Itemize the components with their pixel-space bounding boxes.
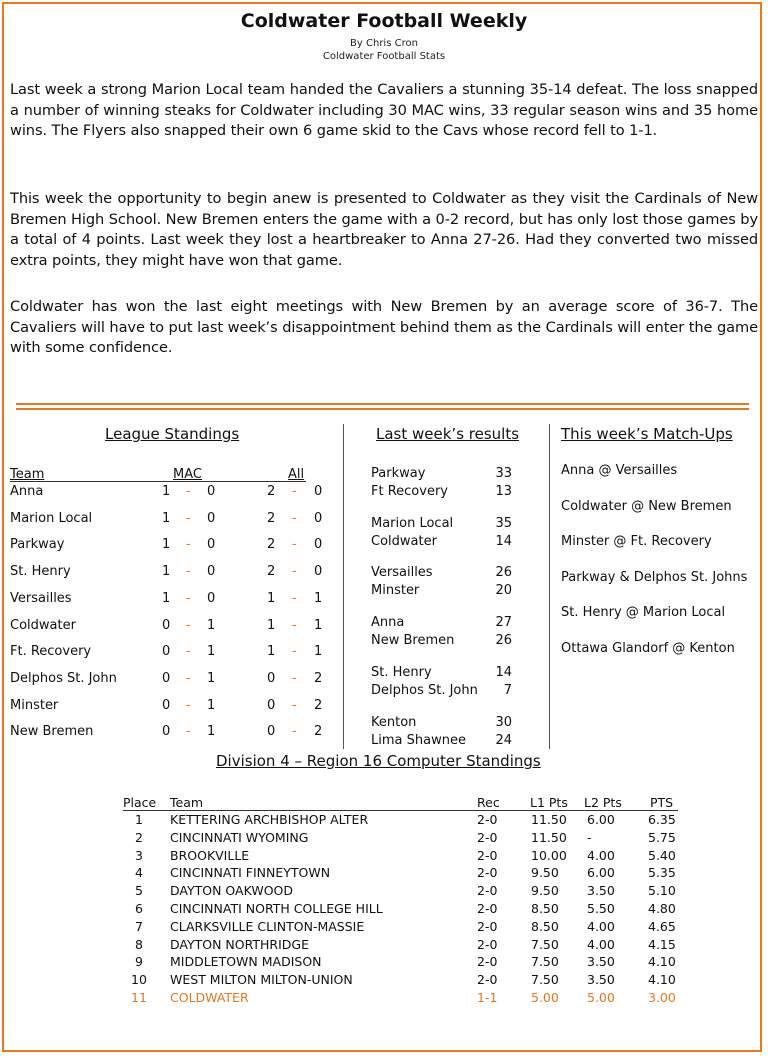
standings-team: Coldwater [10, 617, 76, 633]
computer-place: 10 [131, 972, 147, 988]
computer-l2-points: - [587, 829, 592, 845]
standings-mac-dash: - [186, 644, 191, 660]
computer-record: 2-0 [477, 936, 498, 952]
standings-all-wins: 2 [267, 484, 276, 499]
result-team: Delphos St. John [371, 682, 478, 698]
standings-header-team: Team [10, 467, 45, 482]
matchup-item: Minster @ Ft. Recovery [561, 534, 712, 549]
computer-l2-points: 3.50 [587, 883, 615, 899]
computer-team: CINCINNATI NORTH COLLEGE HILL [170, 901, 383, 916]
matchup-item: St. Henry @ Marion Local [561, 605, 726, 620]
standings-mac-dash: - [186, 724, 191, 740]
result-score: 30 [495, 714, 512, 730]
computer-l2-points: 4.00 [587, 918, 615, 934]
standings-all-losses: 1 [314, 617, 323, 633]
standings-team: Marion Local [10, 510, 93, 526]
matchup-item: Parkway & Delphos St. Johns [561, 569, 748, 585]
computer-record: 2-0 [477, 901, 498, 916]
computer-points: 3.00 [648, 990, 676, 1005]
computer-header-team: Team [170, 795, 204, 810]
computer-l1-points: 11.50 [531, 812, 567, 827]
computer-points: 5.75 [648, 829, 676, 845]
computer-record: 2-0 [477, 954, 498, 970]
standings-team: Anna [10, 484, 44, 499]
computer-record: 2-0 [477, 829, 498, 845]
computer-points: 4.15 [648, 936, 676, 952]
computer-l1-points: 9.50 [531, 865, 559, 881]
source: Coldwater Football Stats [322, 51, 446, 62]
computer-l1-points: 7.50 [531, 954, 559, 970]
computer-record: 2-0 [477, 972, 498, 988]
result-team: St. Henry [371, 664, 432, 680]
computer-l1-points: 8.50 [531, 901, 559, 916]
standings-all-wins: 1 [267, 644, 276, 660]
computer-standings-title: Division 4 – Region 16 Computer Standings [216, 752, 541, 770]
result-score: 20 [495, 583, 512, 599]
computer-team: DAYTON OAKWOOD [170, 883, 294, 899]
computer-points: 5.40 [648, 847, 676, 863]
result-team: Ft Recovery [371, 484, 448, 499]
standings-team: Ft. Recovery [10, 644, 92, 660]
computer-header-l1: L1 Pts [530, 795, 568, 810]
standings-mac-losses: 0 [207, 537, 216, 553]
computer-l2-points: 3.50 [587, 954, 615, 970]
standings-all-dash: - [292, 590, 297, 606]
standings-mac-losses: 0 [207, 590, 216, 606]
computer-points: 5.35 [648, 865, 676, 881]
computer-team: WEST MILTON MILTON-UNION [170, 972, 353, 988]
article-paragraph-3: Coldwater has won the last eight meetings with New Bremen by an average score of 36-7. The Cavaliers will have to put last week’s disappointment behind them as the Cardinals will enter the game with some confidence. [10, 298, 758, 356]
standings-all-losses: 0 [314, 484, 323, 499]
page-title: Coldwater Football Weekly [240, 10, 528, 32]
article-paragraph-2: This week the opportunity to begin anew is presented to Coldwater as they visit the Cardinals of New Bremen High School. New Bremen enters the game with a 0-2 record, but has only lost those games by a total of 4 points. Last week they lost a heartbreaker to Anna 27-26. Had they converted two missed extra points, they might have won that game. [10, 190, 758, 269]
computer-l1-points: 10.00 [531, 847, 567, 863]
computer-place: 7 [135, 918, 143, 934]
standings-all-dash: - [292, 644, 297, 660]
computer-team: DAYTON NORTHRIDGE [170, 936, 310, 952]
computer-place: 8 [135, 936, 143, 952]
result-team: Marion Local [371, 515, 454, 531]
standings-all-losses: 0 [314, 537, 323, 553]
computer-place: 6 [135, 901, 143, 916]
computer-header-l2: L2 Pts [584, 795, 622, 810]
article-paragraph-1: Last week a strong Marion Local team handed the Cavaliers a stunning 35-14 defeat. The loss snapped a number of winning steaks for Coldwater including 30 MAC wins, 33 regular season wins and 35 home wins. The Flyers also snapped their own 6 game skid to the Cavs whose record fell to 1-1. [10, 81, 758, 139]
standings-all-losses: 0 [314, 510, 323, 526]
computer-team: KETTERING ARCHBISHOP ALTER [170, 812, 369, 827]
computer-place: 1 [135, 812, 143, 827]
standings-mac-dash: - [186, 537, 191, 553]
standings-mac-dash: - [186, 590, 191, 606]
standings-mac-losses: 0 [207, 510, 216, 526]
standings-header-underline [10, 481, 306, 482]
standings-title: League Standings [105, 425, 240, 443]
computer-team: CLARKSVILLE CLINTON-MASSIE [170, 918, 365, 934]
result-team: Lima Shawnee [371, 732, 466, 748]
standings-mac-losses: 1 [207, 670, 216, 686]
standings-mac-dash: - [186, 484, 191, 499]
column-divider-right [549, 424, 550, 749]
standings-team: Minster [10, 697, 59, 713]
standings-all-wins: 2 [267, 537, 276, 553]
computer-l2-points: 5.00 [587, 990, 615, 1005]
standings-all-wins: 0 [267, 670, 276, 686]
computer-record: 2-0 [477, 812, 498, 827]
result-score: 13 [495, 484, 512, 499]
standings-all-losses: 1 [314, 644, 323, 660]
standings-mac-dash: - [186, 510, 191, 526]
result-score: 14 [495, 664, 512, 680]
computer-l2-points: 6.00 [587, 812, 615, 827]
standings-header-all: All [288, 467, 305, 482]
computer-header-underline [123, 810, 678, 811]
standings-all-dash: - [292, 510, 297, 526]
computer-points: 6.35 [648, 812, 676, 827]
section-divider-top [16, 403, 749, 405]
standings-all-dash: - [292, 697, 297, 713]
computer-points: 4.65 [648, 918, 676, 934]
computer-l2-points: 4.00 [587, 847, 615, 863]
standings-mac-wins: 0 [162, 724, 171, 740]
result-team: Kenton [371, 714, 417, 730]
standings-mac-wins: 1 [162, 590, 171, 606]
standings-all-wins: 0 [267, 697, 276, 713]
standings-all-wins: 1 [267, 590, 276, 606]
standings-mac-losses: 0 [207, 484, 216, 499]
standings-mac-dash: - [186, 617, 191, 633]
matchup-item: Ottawa Glandorf @ Kenton [561, 640, 735, 656]
standings-mac-losses: 1 [207, 617, 216, 633]
standings-mac-losses: 1 [207, 724, 216, 740]
result-score: 7 [503, 682, 512, 698]
computer-team: CINCINNATI FINNEYTOWN [170, 865, 331, 881]
computer-record: 2-0 [477, 883, 498, 899]
standings-mac-wins: 0 [162, 670, 171, 686]
standings-all-dash: - [292, 484, 297, 499]
author: By Chris Cron [350, 38, 418, 49]
result-score: 35 [495, 515, 512, 531]
result-score: 33 [495, 466, 512, 481]
computer-record: 2-0 [477, 847, 498, 863]
result-score: 26 [495, 565, 512, 581]
result-team: Minster [371, 583, 420, 599]
standings-mac-wins: 1 [162, 564, 171, 580]
standings-team: New Bremen [10, 724, 94, 740]
results-title: Last week’s results [376, 425, 520, 443]
computer-points: 4.10 [648, 972, 676, 988]
result-score: 26 [495, 633, 512, 649]
computer-l2-points: 4.00 [587, 936, 615, 952]
matchup-item: Anna @ Versailles [561, 463, 678, 478]
computer-l2-points: 3.50 [587, 972, 615, 988]
standings-mac-losses: 1 [207, 644, 216, 660]
standings-all-wins: 0 [267, 724, 276, 740]
standings-mac-wins: 0 [162, 644, 171, 660]
result-score: 14 [495, 533, 512, 549]
computer-l1-points: 9.50 [531, 883, 559, 899]
computer-points: 5.10 [648, 883, 676, 899]
standings-all-dash: - [292, 724, 297, 740]
result-team: New Bremen [371, 633, 455, 649]
computer-l1-points: 11.50 [531, 829, 567, 845]
section-divider-bottom [16, 408, 749, 410]
standings-all-dash: - [292, 564, 297, 580]
standings-mac-losses: 0 [207, 564, 216, 580]
computer-l1-points: 7.50 [531, 936, 559, 952]
computer-points: 4.10 [648, 954, 676, 970]
standings-mac-wins: 1 [162, 484, 171, 499]
standings-mac-wins: 0 [162, 697, 171, 713]
standings-team: St. Henry [10, 564, 71, 580]
standings-mac-losses: 1 [207, 697, 216, 713]
standings-team: Parkway [10, 537, 65, 553]
standings-all-dash: - [292, 617, 297, 633]
computer-header-rec: Rec [477, 795, 500, 810]
computer-place: 11 [131, 990, 147, 1005]
result-team: Anna [371, 615, 405, 631]
standings-header-mac: MAC [173, 467, 202, 482]
standings-team: Delphos St. John [10, 670, 117, 686]
standings-all-dash: - [292, 670, 297, 686]
standings-mac-wins: 1 [162, 537, 171, 553]
computer-team: COLDWATER [170, 990, 249, 1005]
standings-mac-dash: - [186, 564, 191, 580]
computer-l1-points: 8.50 [531, 918, 559, 934]
standings-all-losses: 2 [314, 697, 323, 713]
computer-l2-points: 6.00 [587, 865, 615, 881]
standings-all-losses: 2 [314, 724, 323, 740]
computer-team: CINCINNATI WYOMING [170, 829, 309, 845]
computer-l2-points: 5.50 [587, 901, 615, 916]
result-team: Versailles [371, 565, 433, 581]
computer-team: BROOKVILLE [170, 847, 250, 863]
matchups-title: This week’s Match-Ups [561, 425, 733, 443]
result-score: 24 [495, 732, 512, 748]
computer-record: 2-0 [477, 865, 498, 881]
standings-mac-wins: 1 [162, 510, 171, 526]
computer-record: 1-1 [477, 990, 498, 1005]
computer-place: 5 [135, 883, 143, 899]
standings-all-dash: - [292, 537, 297, 553]
byline [0, 37, 768, 63]
result-team: Parkway [371, 466, 426, 481]
computer-l1-points: 5.00 [531, 990, 559, 1005]
standings-team: Versailles [10, 590, 72, 606]
computer-l1-points: 7.50 [531, 972, 559, 988]
result-score: 27 [495, 615, 512, 631]
computer-header-pts: PTS [650, 795, 674, 810]
standings-all-losses: 1 [314, 590, 323, 606]
result-team: Coldwater [371, 533, 437, 549]
matchup-item: Coldwater @ New Bremen [561, 498, 732, 514]
standings-mac-wins: 0 [162, 617, 171, 633]
standings-all-losses: 2 [314, 670, 323, 686]
standings-all-wins: 1 [267, 617, 276, 633]
computer-points: 4.80 [648, 901, 676, 916]
standings-all-losses: 0 [314, 564, 323, 580]
computer-team: MIDDLETOWN MADISON [170, 954, 322, 970]
column-divider-left [343, 424, 344, 749]
standings-mac-dash: - [186, 670, 191, 686]
standings-all-wins: 2 [267, 564, 276, 580]
computer-place: 9 [135, 954, 143, 970]
computer-place: 3 [135, 847, 143, 863]
computer-header-place: Place [123, 795, 157, 810]
computer-place: 2 [135, 829, 143, 845]
standings-all-wins: 2 [267, 510, 276, 526]
computer-place: 4 [135, 865, 143, 881]
standings-mac-dash: - [186, 697, 191, 713]
computer-record: 2-0 [477, 918, 498, 934]
